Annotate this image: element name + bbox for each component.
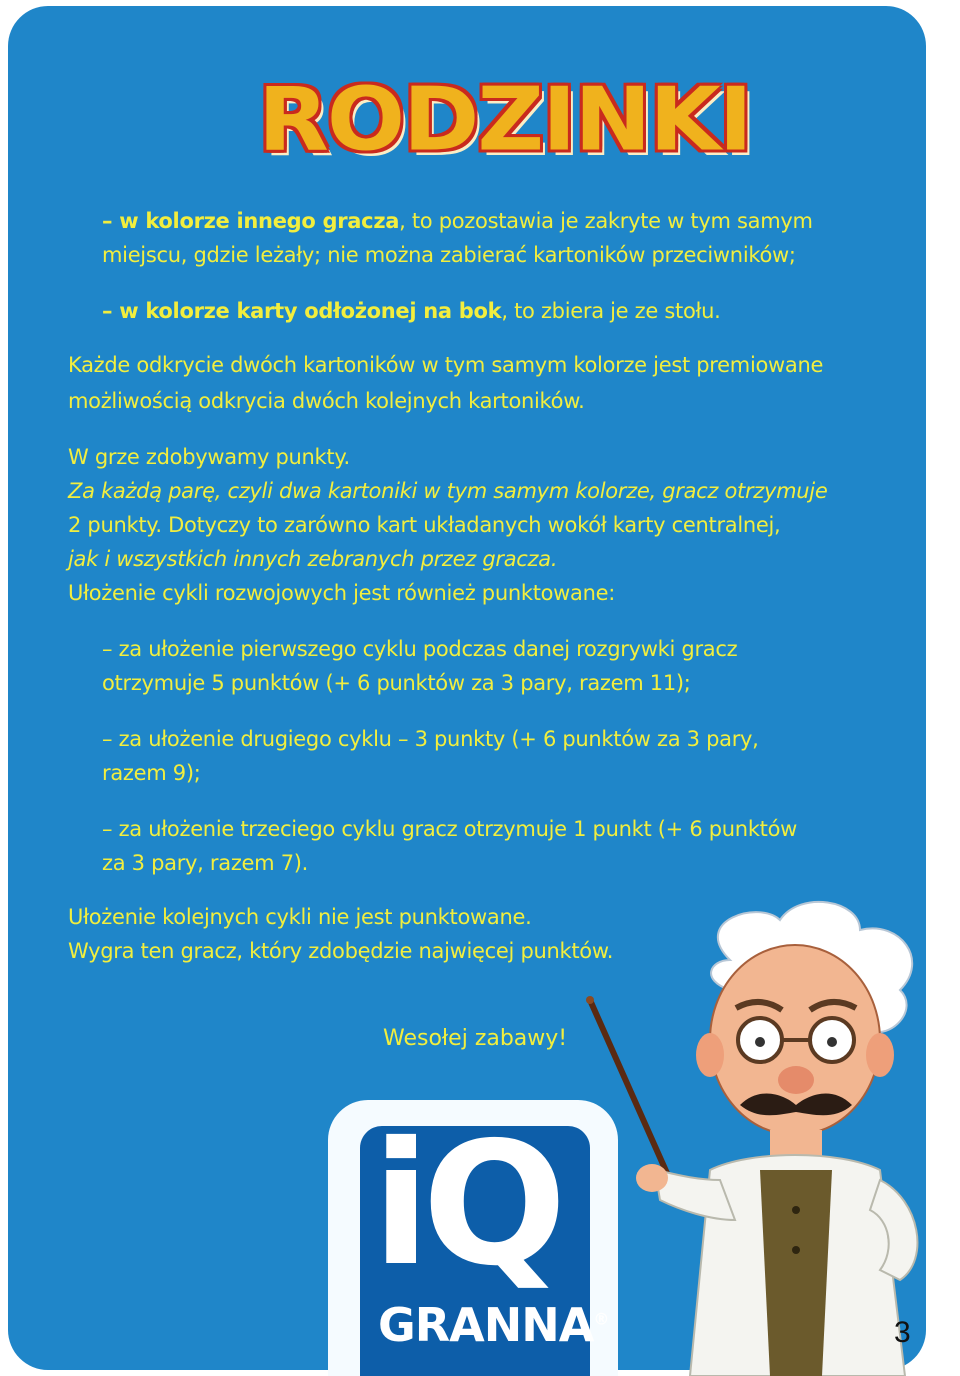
text-line-2: miejscu, gdzie leżały; nie można zabierać kartoników przeciwników; <box>102 243 796 267</box>
granna-brand-name <box>378 1298 608 1352</box>
professor-illustration <box>560 880 960 1376</box>
text-line-9: jak i wszystkich innych zebranych przez gracza. <box>68 547 558 571</box>
text-line-18: Wygra ten gracz, który zdobędzie najwięcej punktów. <box>68 939 614 963</box>
text-span: , to zbiera je ze stołu. <box>501 299 721 323</box>
text-span: , to pozostawia je zakryte w tym samym <box>399 209 813 233</box>
text-line-5: możliwością odkrycia dwóch kolejnych kartoników. <box>68 389 585 413</box>
game-title-logo: RODZINKI <box>258 68 751 171</box>
text-line-16: za 3 pary, razem 7). <box>102 851 309 875</box>
text-line-7: Za każdą parę, czyli dwa kartoniki w tym samym kolorze, gracz otrzymuje <box>68 479 828 503</box>
brand-name-text: GRANNA <box>378 1298 594 1352</box>
closing-wish: Wesołej zabawy! <box>383 1026 568 1051</box>
text-line-15: – za ułożenie trzeciego cyklu gracz otrzymuje 1 punkt (+ 6 punktów <box>102 817 798 841</box>
text-line-11: – za ułożenie pierwszego cyklu podczas danej rozgrywki gracz <box>102 637 738 661</box>
text-line-1 <box>102 204 813 238</box>
text-line-6: W grze zdobywamy punkty. <box>68 445 350 469</box>
text-line-14: razem 9); <box>102 761 201 785</box>
registered-mark: ® <box>593 1309 609 1329</box>
iq-logo-letters: iQ <box>372 1106 559 1304</box>
emphasis-set-aside-card-color: – w kolorze karty odłożonej na bok <box>102 299 502 323</box>
text-line-12: otrzymuje 5 punktów (+ 6 punktów za 3 pary, razem 11); <box>102 671 691 695</box>
text-line-13: – za ułożenie drugiego cyklu – 3 punkty (+ 6 punktów za 3 pary, <box>102 727 759 751</box>
text-line-4: Każde odkrycie dwóch kartoników w tym samym kolorze jest premiowane <box>68 353 824 377</box>
text-line-8: 2 punkty. Dotyczy to zarówno kart układanych wokół karty centralnej, <box>68 513 781 537</box>
text-line-3 <box>102 294 721 328</box>
text-line-17: Ułożenie kolejnych cykli nie jest punktowane. <box>68 905 532 929</box>
text-line-10: Ułożenie cykli rozwojowych jest również punktowane: <box>68 581 616 605</box>
emphasis-other-player-color: – w kolorze innego gracza <box>102 209 400 233</box>
page-number: 3 <box>894 1316 911 1349</box>
